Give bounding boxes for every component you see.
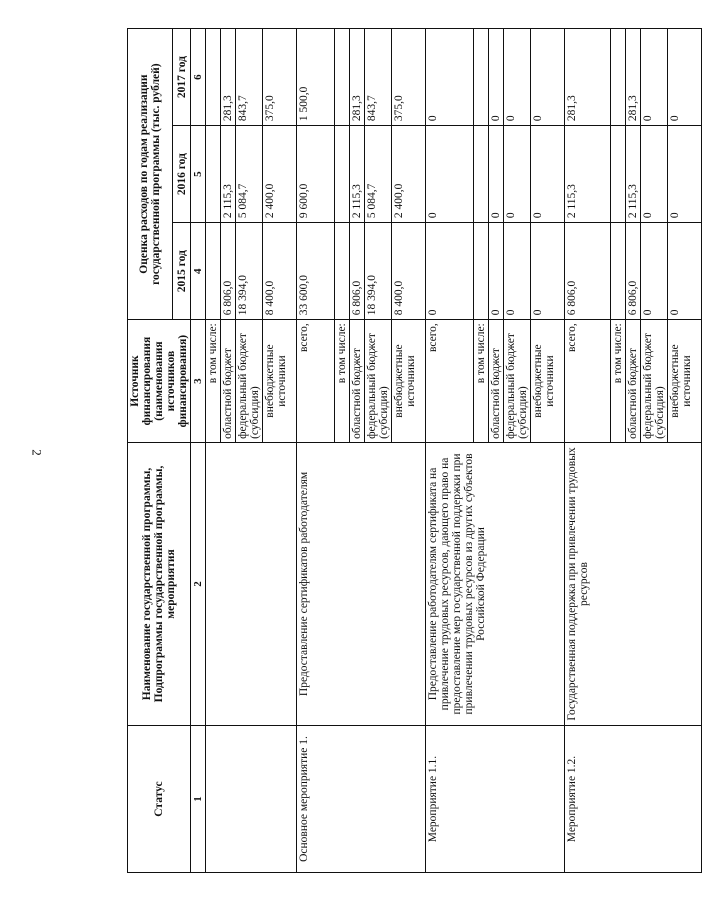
value-cell: 2 400,0 (392, 126, 426, 223)
value-cell: 0 (531, 29, 565, 126)
value-cell: 2 115,3 (626, 126, 641, 223)
status-cell: Мероприятие 1.2. (565, 726, 702, 873)
value-cell: 9 600,0 (297, 126, 335, 223)
value-cell: 5 084,7 (236, 126, 263, 223)
source-cell: областной бюджет (626, 320, 641, 443)
value-cell (611, 126, 626, 223)
source-cell: областной бюджет (350, 320, 365, 443)
value-cell: 0 (668, 126, 702, 223)
value-cell: 0 (531, 126, 565, 223)
value-cell (611, 223, 626, 320)
source-cell: областной бюджет (221, 320, 236, 443)
source-cell: в том числе: (611, 320, 626, 443)
table-row (426, 29, 474, 873)
value-cell: 0 (668, 29, 702, 126)
value-cell (474, 29, 489, 126)
value-cell: 0 (641, 223, 668, 320)
value-cell: 0 (426, 29, 474, 126)
status-cell: Мероприятие 1.1. (426, 726, 565, 873)
column-number: 3 (191, 320, 206, 443)
value-cell: 2 115,3 (221, 126, 236, 223)
expense-table (127, 28, 702, 873)
source-cell: внебюджетные источники (668, 320, 702, 443)
source-cell: внебюджетные источники (263, 320, 297, 443)
value-cell: 1 500,0 (297, 29, 335, 126)
status-cell: Основное мероприятие 1. (297, 726, 426, 873)
rotated-table-container (127, 28, 694, 873)
value-cell: 33 600,0 (297, 223, 335, 320)
value-cell: 2 115,3 (565, 126, 611, 223)
year-header: 2017 год (173, 29, 191, 126)
table-row (565, 29, 611, 873)
value-cell: 0 (489, 223, 504, 320)
status-cell (206, 726, 297, 873)
status-header: Статус (128, 726, 191, 873)
source-cell: областной бюджет (489, 320, 504, 443)
value-cell (335, 223, 350, 320)
value-cell: 0 (489, 126, 504, 223)
value-cell (206, 223, 221, 320)
value-cell: 0 (504, 29, 531, 126)
value-cell: 375,0 (392, 29, 426, 126)
value-cell: 0 (489, 29, 504, 126)
value-cell: 0 (504, 223, 531, 320)
source-cell: всего, (297, 320, 335, 443)
value-cell: 8 400,0 (392, 223, 426, 320)
source-cell: федеральный бюджет (субсидия) (641, 320, 668, 443)
value-cell (611, 29, 626, 126)
value-cell: 0 (426, 126, 474, 223)
value-cell: 18 394,0 (236, 223, 263, 320)
source-cell: всего, (426, 320, 474, 443)
source-cell: внебюджетные источники (392, 320, 426, 443)
name-cell: Предоставление работодателям сертификата на привлечение трудовых ресурсов, дающего право на предоставление мер государственной поддержки при привлечении трудовых ресурсов из других субъектов Российской Федерации (426, 442, 565, 725)
value-cell (335, 126, 350, 223)
value-cell (474, 223, 489, 320)
value-cell: 8 400,0 (263, 223, 297, 320)
column-number: 4 (191, 223, 206, 320)
name-header: Наименование государственной программы, Подпрограммы государственной программы, мероприятия (128, 442, 191, 725)
value-cell: 281,3 (221, 29, 236, 126)
value-cell (335, 29, 350, 126)
value-cell: 6 806,0 (221, 223, 236, 320)
column-number: 2 (191, 442, 206, 725)
table-body (128, 29, 702, 873)
name-cell: Государственная поддержка при привлечении трудовых ресурсов (565, 442, 702, 725)
value-cell: 843,7 (236, 29, 263, 126)
column-number-row (191, 29, 206, 873)
value-cell: 0 (641, 126, 668, 223)
source-cell: федеральный бюджет (субсидия) (236, 320, 263, 443)
value-cell: 0 (426, 223, 474, 320)
value-cell: 18 394,0 (365, 223, 392, 320)
source-cell: федеральный бюджет (субсидия) (365, 320, 392, 443)
value-cell: 6 806,0 (565, 223, 611, 320)
value-cell (206, 126, 221, 223)
value-cell: 5 084,7 (365, 126, 392, 223)
name-cell: Предоставление сертификатов работодателям (297, 442, 426, 725)
value-cell: 2 400,0 (263, 126, 297, 223)
column-number: 1 (191, 726, 206, 873)
value-cell: 281,3 (565, 29, 611, 126)
value-cell: 6 806,0 (350, 223, 365, 320)
year-header: 2015 год (173, 223, 191, 320)
name-cell (206, 442, 297, 725)
page-number: 2 (29, 449, 45, 456)
column-number: 6 (191, 29, 206, 126)
source-header: Источник финансирования (наименования источников финансирования) (128, 320, 191, 443)
source-cell: в том числе: (474, 320, 489, 443)
column-number: 5 (191, 126, 206, 223)
value-cell: 281,3 (350, 29, 365, 126)
value-cell: 0 (531, 223, 565, 320)
value-cell: 281,3 (626, 29, 641, 126)
costs-header: Оценка расходов по годам реализации государственной программы (тыс. рублей) (128, 29, 173, 320)
table-row (206, 29, 221, 873)
value-cell: 0 (668, 223, 702, 320)
source-cell: внебюджетные источники (531, 320, 565, 443)
value-cell: 375,0 (263, 29, 297, 126)
value-cell (206, 29, 221, 126)
source-cell: федеральный бюджет (субсидия) (504, 320, 531, 443)
value-cell (474, 126, 489, 223)
source-cell: всего, (565, 320, 611, 443)
value-cell: 0 (504, 126, 531, 223)
source-cell: в том числе: (335, 320, 350, 443)
table-row (297, 29, 335, 873)
value-cell: 6 806,0 (626, 223, 641, 320)
header-row (128, 29, 173, 873)
value-cell: 843,7 (365, 29, 392, 126)
year-header: 2016 год (173, 126, 191, 223)
value-cell: 0 (641, 29, 668, 126)
source-cell: в том числе: (206, 320, 221, 443)
value-cell: 2 115,3 (350, 126, 365, 223)
